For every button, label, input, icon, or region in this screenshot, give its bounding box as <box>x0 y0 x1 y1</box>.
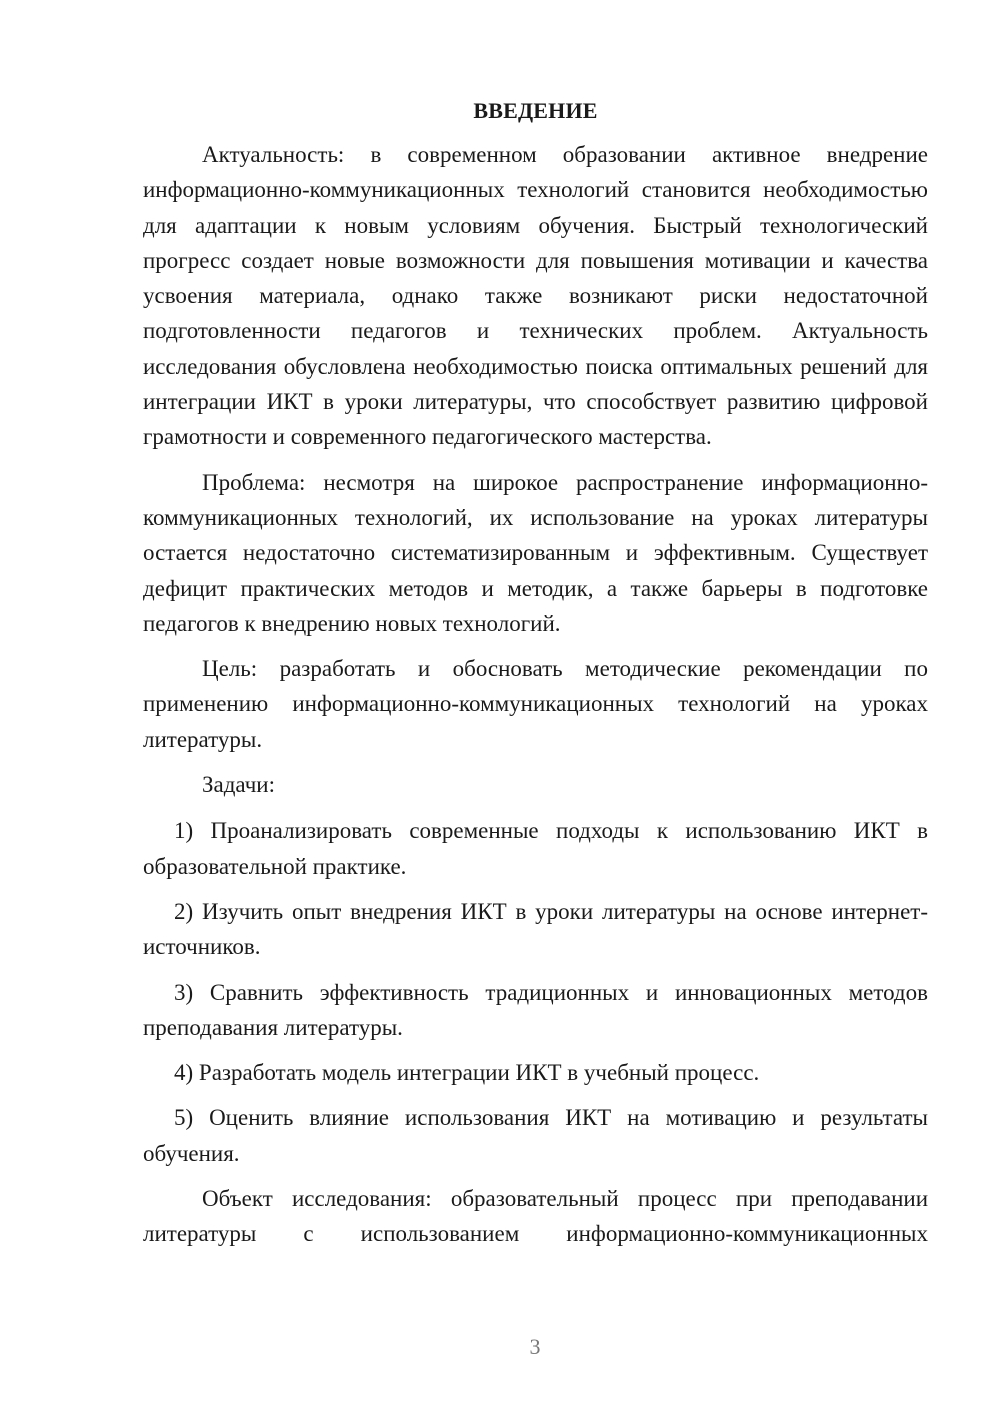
object-paragraph: Объект исследования: образовательный процесс при преподавании литературы с использованием информационно-коммуникационных <box>143 1186 928 1247</box>
goal-paragraph: Цель: разработать и обосновать методические рекомендации по применению информационно-коммуникационных технологий на уроках литературы. <box>143 656 928 752</box>
task-item-1: 1) Проанализировать современные подходы к использованию ИКТ в образовательной практике. <box>143 818 928 879</box>
task-item-4: 4) Разработать модель интеграции ИКТ в учебный процесс. <box>174 1060 760 1086</box>
task-item-2: 2) Изучить опыт внедрения ИКТ в уроки литературы на основе интернет-источников. <box>143 898 928 960</box>
task-item-5: 5) Оценить влияние использования ИКТ на мотивацию и результаты обучения. <box>143 1105 928 1166</box>
page-content <box>143 96 928 1262</box>
page-number: 3 <box>529 1334 541 1359</box>
problem-paragraph: Проблема: несмотря на широкое распространение информационно-коммуникационных технологий, их использование на уроках литературы остается недостаточно систематизированным и эффективным. Существует дефицит практических методов и методик, а также барьеры в подготовке педагогов к внедрению новых технологий. <box>143 469 928 636</box>
relevance-paragraph: Актуальность: в современном образовании активное внедрение информационно-коммуникационных технологий становится необходимостью для адаптации к новым условиям обучения. Быстрый технологический прогресс создает новые возможности для повышения мотивации и качества усвоения материала, однако также возникают риски недостаточной подготовленности педагогов и технических проблем. Актуальность исследования обусловлена необходимостью поиска оптимальных решений для интеграции ИКТ в уроки литературы, что способствует развитию цифровой грамотности и современного педагогического мастерства. <box>143 142 928 450</box>
section-title: ВВЕДЕНИЕ <box>473 98 598 123</box>
task-item-3: 3) Сравнить эффективность традиционных и инновационных методов преподавания литературы. <box>143 979 928 1040</box>
tasks-heading: Задачи: <box>202 772 275 798</box>
